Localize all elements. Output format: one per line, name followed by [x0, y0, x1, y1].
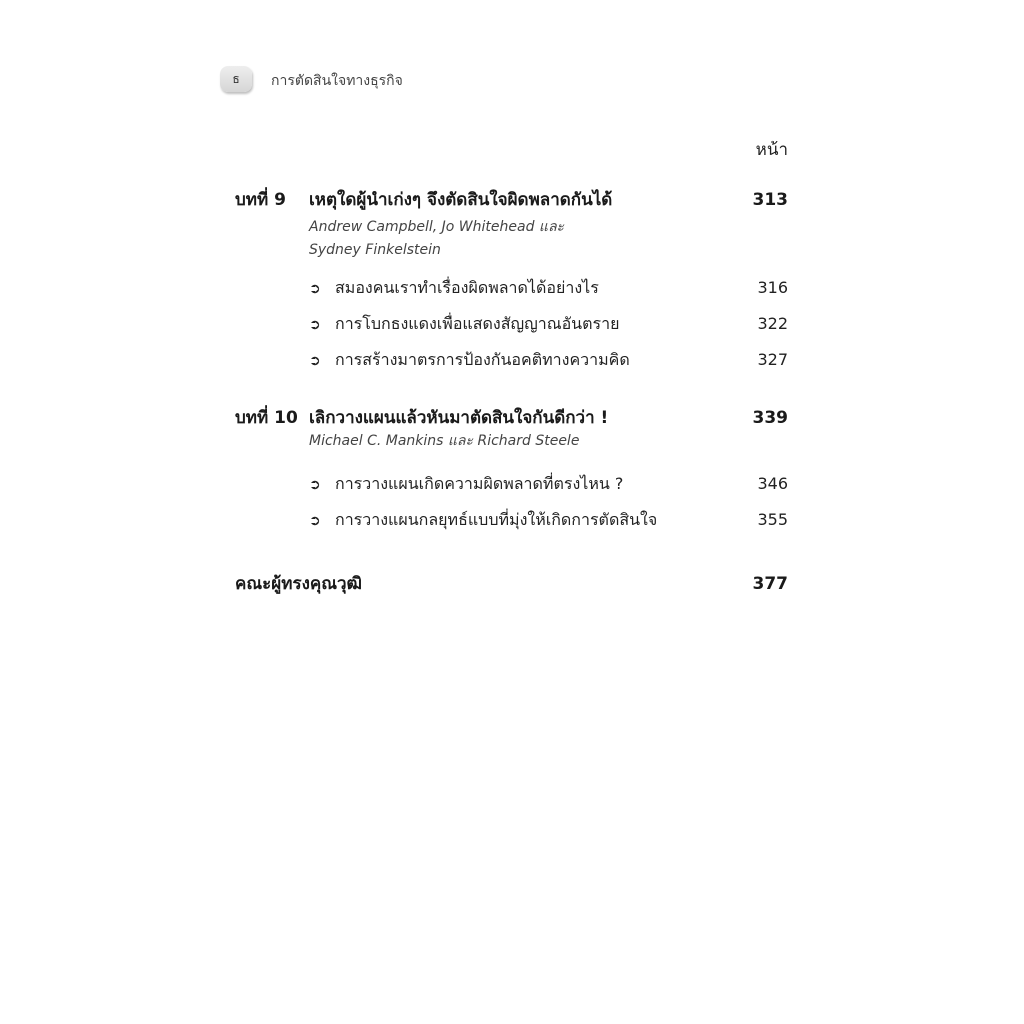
- running-title: การตัดสินใจทางธุรกิจ: [271, 73, 403, 89]
- chapter-authors: [309, 216, 564, 262]
- circled-arrow-icon: ➲: [309, 513, 321, 529]
- chapter-prefix: บทที่ 9: [235, 190, 286, 210]
- section-entry[interactable]: [309, 276, 788, 301]
- section-entry[interactable]: [309, 508, 788, 533]
- section-entry[interactable]: [309, 312, 788, 337]
- section-title: สมองคนเราทำเรื่องผิดพลาดได้อย่างไร: [335, 278, 599, 297]
- circled-arrow-icon: ➲: [309, 317, 321, 333]
- section-page: 327: [757, 350, 788, 369]
- circled-arrow-icon: ➲: [309, 477, 321, 493]
- author-line: Michael C. Mankins และ Richard Steele: [309, 433, 580, 449]
- chapter-entry[interactable]: [235, 186, 788, 213]
- section-title: การวางแผนเกิดความผิดพลาดที่ตรงไหน ?: [335, 474, 624, 493]
- chapter-page: 339: [752, 408, 788, 428]
- chapter-title: เลิกวางแผนแล้วหันมาตัดสินใจกันดีกว่า !: [309, 408, 609, 428]
- page-column-label: หน้า: [755, 140, 788, 160]
- section-title: การโบกธงแดงเพื่อแสดงสัญญาณอันตราย: [335, 314, 620, 333]
- author-line: Sydney Finkelstein: [309, 242, 441, 258]
- circled-arrow-icon: ➲: [309, 281, 321, 297]
- closing-page: 377: [752, 574, 788, 594]
- chapter-entry[interactable]: [235, 404, 788, 431]
- page-number: ธ: [232, 71, 240, 86]
- section-entry[interactable]: [309, 472, 788, 497]
- closing-title: คณะผู้ทรงคุณวุฒิ: [235, 574, 362, 594]
- section-title: การวางแผนกลยุทธ์แบบที่มุ่งให้เกิดการตัดสินใจ: [335, 510, 658, 529]
- section-page: 322: [757, 314, 788, 333]
- section-title: การสร้างมาตรการป้องกันอคติทางความคิด: [335, 350, 630, 369]
- author-line: Andrew Campbell, Jo Whitehead และ: [309, 219, 565, 235]
- section-page: 355: [757, 510, 788, 529]
- chapter-authors: [309, 430, 579, 453]
- chapter-prefix: บทที่ 10: [235, 408, 298, 428]
- chapter-page: 313: [752, 190, 788, 210]
- section-page: 316: [757, 278, 788, 297]
- chapter-title: เหตุใดผู้นำเก่งๆ จึงตัดสินใจผิดพลาดกันได้: [309, 190, 613, 210]
- closing-entry[interactable]: [235, 570, 788, 597]
- section-page: 346: [757, 474, 788, 493]
- section-entry[interactable]: [309, 348, 788, 373]
- circled-arrow-icon: ➲: [309, 353, 321, 369]
